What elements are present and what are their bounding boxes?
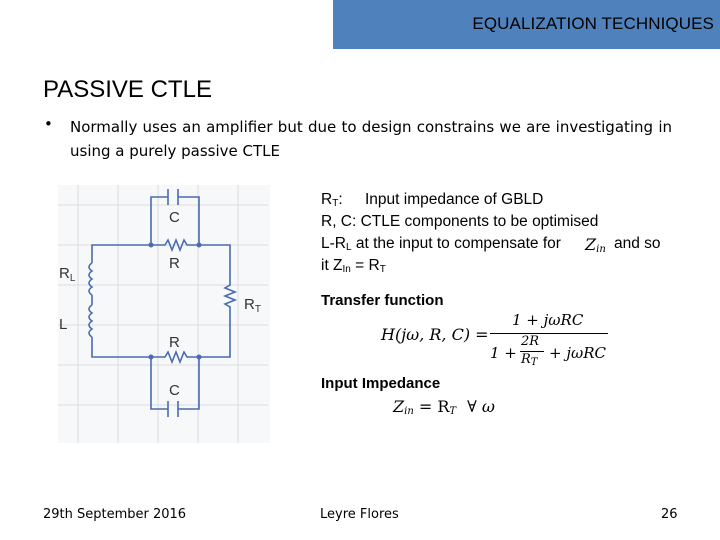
input-impedance-equation: $Z_{in} = R_T$ ∀ ω <box>393 397 495 417</box>
circuit-label-rt: $R_T$ <box>244 296 261 315</box>
circuit-label-r-bottom: R <box>169 334 180 351</box>
transfer-function-denominator-end: + jωRC <box>549 344 606 362</box>
inner-fraction-numerator: 2R <box>521 334 540 349</box>
fraction-bar <box>490 333 608 334</box>
bullet-marker: • <box>44 115 53 133</box>
circuit-label-l: L <box>59 316 68 333</box>
ctle-circuit-diagram <box>58 185 270 443</box>
transfer-function-denominator-start: 1 + <box>490 344 517 362</box>
desc-line-and-so: and so <box>614 235 661 252</box>
transfer-function-lhs: H(jω, R, C) = <box>381 325 489 344</box>
circuit-label-rl: $R_L$ <box>59 265 76 284</box>
desc-line-zin-eq: it $Z_{In} = R_T$ <box>321 257 386 275</box>
header-title: EQUALIZATION TECHNIQUES <box>472 14 714 33</box>
transfer-function-heading: Transfer function <box>321 292 444 309</box>
footer-author: Leyre Flores <box>320 507 399 522</box>
footer-date: 29th September 2016 <box>43 507 187 522</box>
circuit-label-r-top: R <box>169 255 180 272</box>
circuit-label-c-bottom: C <box>169 382 180 399</box>
desc-line-rt: $R_T$: Input impedance of GBLD <box>321 191 544 209</box>
bullet-text: Normally uses an amplifier but due to design constrains we are investigating in using a purely passive CTLE <box>70 118 672 160</box>
page-title: PASSIVE CTLE <box>43 76 212 103</box>
header-bar <box>333 0 720 49</box>
input-impedance-heading: Input Impedance <box>321 375 441 392</box>
footer-page-number: 26 <box>661 507 678 522</box>
desc-line-rc: R, C: CTLE components to be optimised <box>321 213 599 230</box>
inner-fraction-denominator: $R_T$ <box>521 352 538 368</box>
desc-zin-symbol: $Z_{in}$ <box>585 235 606 255</box>
transfer-function-numerator: 1 + jωRC <box>512 311 584 329</box>
circuit-label-c-top: C <box>169 209 180 226</box>
desc-line-lrl: $L-R_L$ at the input to compensate for <box>321 235 561 253</box>
